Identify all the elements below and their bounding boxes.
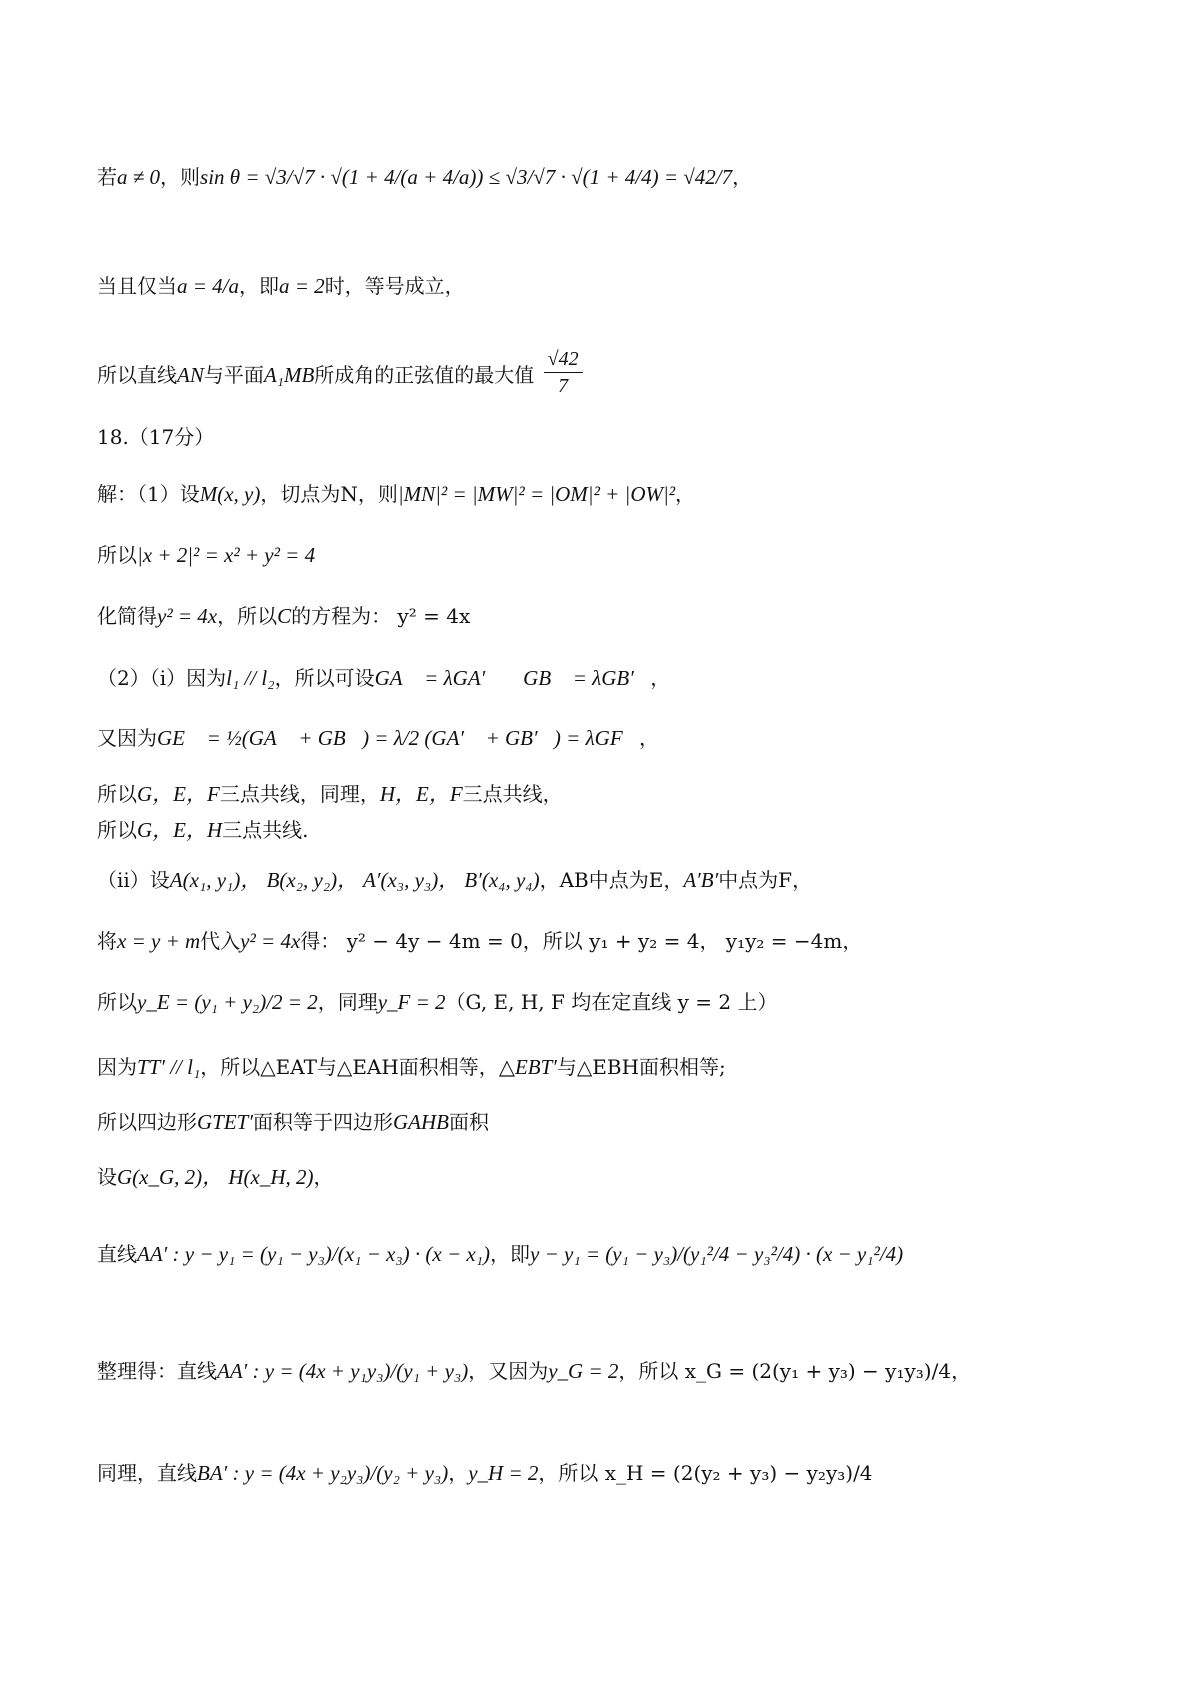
line-07 bbox=[97, 602, 470, 630]
line-13-mid: 代入 bbox=[200, 929, 241, 953]
line-20-math-2: y_H = 2 bbox=[468, 1461, 539, 1485]
line-03-suffix: 所成角的正弦值的最大值 bbox=[314, 363, 535, 387]
line-01-math-1: a ≠ 0 bbox=[117, 165, 161, 189]
line-10 bbox=[97, 780, 563, 808]
line-13-math-1: x = y + m bbox=[117, 929, 201, 953]
line-11-prefix: 所以 bbox=[97, 818, 137, 842]
line-16 bbox=[97, 1108, 489, 1136]
line-07-math-2: C bbox=[277, 604, 292, 628]
line-17-math-1: G(x_G, 2)， H(x_H, 2) bbox=[117, 1165, 314, 1189]
line-16-mid: 面积等于四边形 bbox=[252, 1110, 393, 1134]
line-18-math-2: y − y₁ = (y₁ − y₃)/(y₁²/4 − y₃²/4) · (x − y₁²/4) bbox=[530, 1242, 904, 1266]
line-06-math-1: |x + 2|² = x² + y² = 4 bbox=[137, 543, 316, 567]
line-19-suffix: ，所以 x_G = (2(y₁ + y₃) − y₁y₃)/4， bbox=[618, 1359, 972, 1383]
line-14-suffix: （G, E, H, F 均在定直线 y = 2 上） bbox=[445, 990, 778, 1014]
line-19-math-2: y_G = 2 bbox=[548, 1359, 619, 1383]
line-02 bbox=[97, 272, 465, 300]
line-08 bbox=[97, 664, 670, 692]
line-07-prefix: 化简得 bbox=[97, 604, 157, 628]
line-01 bbox=[97, 163, 752, 191]
line-07-suffix: 的方程为： y² = 4x bbox=[291, 604, 471, 628]
line-18-prefix: 直线 bbox=[97, 1242, 137, 1266]
line-08-mid: ，所以可设 bbox=[274, 666, 375, 690]
line-20-suffix: ，所以 x_H = (2(y₂ + y₃) − y₂y₃)/4 bbox=[538, 1461, 873, 1485]
line-06-prefix: 所以 bbox=[97, 543, 137, 567]
line-19-mid: ，又因为 bbox=[468, 1359, 549, 1383]
line-11 bbox=[97, 816, 309, 844]
line-01-suffix: ， bbox=[732, 165, 753, 189]
line-06 bbox=[97, 541, 315, 569]
line-15-suffix: 与△EBH面积相等; bbox=[556, 1055, 726, 1079]
line-20-prefix: 同理，直线 bbox=[97, 1461, 197, 1485]
line-12-prefix: （ii）设 bbox=[97, 868, 170, 892]
line-02-suffix: 时，等号成立， bbox=[324, 274, 465, 298]
line-08-math-2: GA⃗ = λGA′⃗， GB⃗ = λGB′⃗ bbox=[374, 666, 651, 690]
line-03-math-1: AN bbox=[177, 363, 204, 387]
line-15-math-2: △EBT′ bbox=[498, 1055, 557, 1079]
line-10-mid: 三点共线，同理， bbox=[219, 782, 380, 806]
line-20-math-1: BA′ : y = (4x + y₂y₃)/(y₂ + y₃) bbox=[197, 1461, 449, 1485]
max-sine-numerator: √42 bbox=[544, 346, 583, 373]
line-08-prefix: （2）（i）因为 bbox=[97, 666, 227, 690]
line-15-math-1: TT′ // l₁ bbox=[137, 1055, 201, 1079]
line-03-mid: 与平面 bbox=[203, 363, 264, 387]
max-sine-denominator: 7 bbox=[558, 375, 569, 397]
line-12 bbox=[97, 866, 812, 894]
line-10-prefix: 所以 bbox=[97, 782, 137, 806]
line-01-math-2: sin θ = √3/√7 · √(1 + 4/(a + 4/a)) ≤ √3/√7 · √(1 + 4/4) = √42/7 bbox=[200, 165, 733, 189]
line-17-prefix: 设 bbox=[97, 1165, 117, 1189]
line-20-mid: ， bbox=[448, 1461, 469, 1485]
line-12-math-1: A(x₁, y₁)， B(x₂, y₂)， A′(x₃, y₃)， B′(x₄, y₄) bbox=[169, 868, 540, 892]
line-05-prefix: 解：（1）设 bbox=[97, 482, 200, 506]
line-15-prefix: 因为 bbox=[97, 1055, 137, 1079]
line-14-prefix: 所以 bbox=[97, 990, 137, 1014]
line-08-math-1: l₁ // l₂ bbox=[226, 666, 275, 690]
line-15 bbox=[97, 1053, 726, 1081]
line-17 bbox=[97, 1163, 334, 1191]
line-01-mid: ，则 bbox=[160, 165, 201, 189]
line-03-math-2: A₁MB bbox=[263, 363, 315, 387]
line-12-suffix: 中点为F， bbox=[718, 868, 813, 892]
line-07-math-1: y² = 4x bbox=[157, 604, 218, 628]
line-10-suffix: 三点共线， bbox=[462, 782, 563, 806]
line-02-mid: ，即 bbox=[239, 274, 280, 298]
line-13-suffix: 得： y² − 4y − 4m = 0，所以 y₁ + y₂ = 4， y₁y₂ = −4m， bbox=[300, 929, 863, 953]
line-11-mid: 三点共线. bbox=[222, 818, 309, 842]
line-05-math-1: M(x, y) bbox=[199, 482, 261, 506]
line-13 bbox=[97, 927, 862, 955]
problem-18-label: 18.（17分） bbox=[97, 425, 215, 449]
line-11-math-1: G，E，H bbox=[137, 818, 223, 842]
line-07-mid: ，所以 bbox=[217, 604, 278, 628]
line-19-prefix: 整理得：直线 bbox=[97, 1359, 217, 1383]
line-09-prefix: 又因为 bbox=[97, 726, 157, 750]
line-02-math-2: a = 2 bbox=[279, 274, 325, 298]
line-17-suffix: ， bbox=[313, 1165, 334, 1189]
max-sine-value-fraction bbox=[544, 346, 583, 399]
line-14-mid: ，同理 bbox=[317, 990, 378, 1014]
line-03-prefix: 所以直线 bbox=[97, 363, 177, 387]
line-13-math-2: y² = 4x bbox=[240, 929, 301, 953]
line-13-prefix: 将 bbox=[97, 929, 117, 953]
line-01-prefix: 若 bbox=[97, 165, 117, 189]
line-12-mid: ，AB中点为E， bbox=[539, 868, 684, 892]
line-03 bbox=[97, 350, 586, 403]
line-16-math-2: GAHB bbox=[392, 1110, 449, 1134]
problem-18-heading bbox=[97, 423, 214, 451]
line-08-suffix: ， bbox=[650, 666, 671, 690]
line-19 bbox=[97, 1357, 971, 1385]
line-16-suffix: 面积 bbox=[448, 1110, 489, 1134]
line-05-math-2: |MN|² = |MW|² = |OM|² + |OW|² bbox=[397, 482, 676, 506]
line-16-prefix: 所以四边形 bbox=[97, 1110, 197, 1134]
line-19-math-1: AA′ : y = (4x + y₁y₃)/(y₁ + y₃) bbox=[217, 1359, 469, 1383]
line-05-mid: ，切点为N，则 bbox=[260, 482, 398, 506]
line-14 bbox=[97, 988, 777, 1016]
line-09-math-1: GE⃗ = ½(GA⃗ + GB⃗) = λ/2 (GA′⃗ + GB′⃗) = λGF⃗ bbox=[157, 726, 640, 750]
line-12-math-2: A′B′ bbox=[683, 868, 719, 892]
line-10-math-1: G，E，F bbox=[137, 782, 220, 806]
line-02-prefix: 当且仅当 bbox=[97, 274, 177, 298]
line-02-math-1: a = 4/a bbox=[177, 274, 240, 298]
line-05-suffix: ， bbox=[675, 482, 696, 506]
line-18 bbox=[97, 1240, 903, 1268]
line-20 bbox=[97, 1459, 873, 1487]
line-15-mid: ，所以△EAT与△EAH面积相等， bbox=[200, 1055, 499, 1079]
line-10-math-2: H，E，F bbox=[379, 782, 463, 806]
line-16-math-1: GTET′ bbox=[197, 1110, 253, 1134]
line-14-math-1: y_E = (y₁ + y₂)/2 = 2 bbox=[137, 990, 318, 1014]
line-18-math-1: AA′ : y − y₁ = (y₁ − y₃)/(x₁ − x₃) · (x − x₁) bbox=[137, 1242, 491, 1266]
line-09 bbox=[97, 724, 659, 752]
line-09-suffix: ， bbox=[639, 726, 660, 750]
line-18-mid: ，即 bbox=[490, 1242, 531, 1266]
line-05 bbox=[97, 480, 695, 508]
line-14-math-2: y_F = 2 bbox=[377, 990, 446, 1014]
